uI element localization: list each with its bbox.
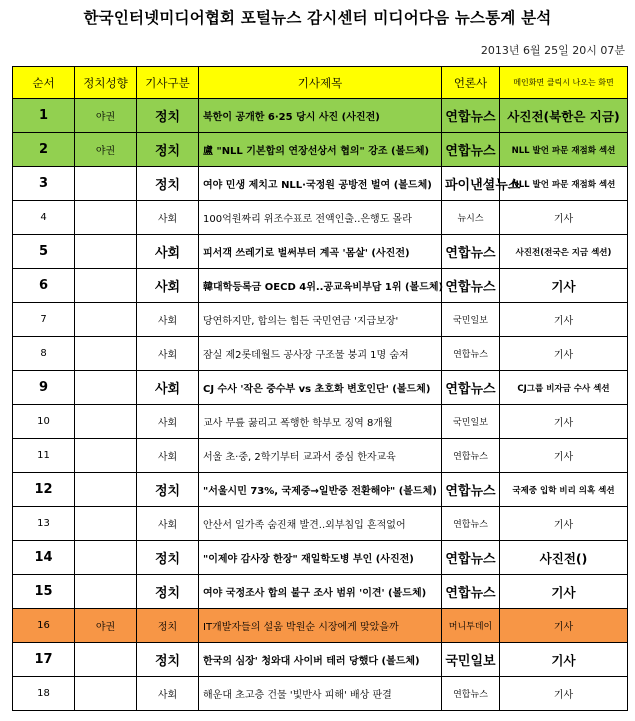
header-category: 기사구분 <box>137 67 199 99</box>
row-lean <box>75 371 137 405</box>
row-order: 3 <box>13 167 75 201</box>
row-title: 盧 "NLL 기본합의 연장선상서 협의" 강조 (볼드체) <box>199 133 442 167</box>
row-title: 당연하지만, 합의는 힘든 국민연금 '지급보장' <box>199 303 442 337</box>
row-location: 사진전(전국은 지금 섹션) <box>500 235 628 269</box>
row-category: 정치 <box>137 167 199 201</box>
row-lean <box>75 337 137 371</box>
row-title: 잠실 제2롯데월드 공사장 구조물 붕괴 1명 숨져 <box>199 337 442 371</box>
row-lean <box>75 201 137 235</box>
row-source: 파이낸셜뉴스 <box>442 167 500 201</box>
row-lean <box>75 473 137 507</box>
row-source: 뉴시스 <box>442 201 500 235</box>
row-source: 연합뉴스 <box>442 541 500 575</box>
row-category: 사회 <box>137 371 199 405</box>
table-row <box>13 405 628 439</box>
table-row <box>13 677 628 711</box>
table-header-row <box>13 67 628 99</box>
row-lean <box>75 643 137 677</box>
row-title: 100억원짜리 위조수표로 전액인출..은행도 몰라 <box>199 201 442 235</box>
row-title: 서울 초·중, 2학기부터 교과서 중심 한자교육 <box>199 439 442 473</box>
row-title: 안산서 일가족 숨진채 발견..외부침입 흔적없어 <box>199 507 442 541</box>
table-row <box>13 201 628 235</box>
row-title: 북한이 공개한 6·25 당시 사진 (사진전) <box>199 99 442 133</box>
table-row <box>13 371 628 405</box>
row-order: 9 <box>13 371 75 405</box>
header-lean: 정치성향 <box>75 67 137 99</box>
row-order: 7 <box>13 303 75 337</box>
row-lean <box>75 541 137 575</box>
row-category: 사회 <box>137 201 199 235</box>
row-category: 정치 <box>137 575 199 609</box>
table-row <box>13 541 628 575</box>
row-lean <box>75 303 137 337</box>
row-order: 1 <box>13 99 75 133</box>
row-lean <box>75 439 137 473</box>
row-location: 기사 <box>500 337 628 371</box>
table-row <box>13 473 628 507</box>
row-category: 정치 <box>137 133 199 167</box>
table-row <box>13 133 628 167</box>
table-row <box>13 575 628 609</box>
row-order: 16 <box>13 609 75 643</box>
news-stats-table <box>12 66 628 711</box>
table-row <box>13 167 628 201</box>
row-category: 정치 <box>137 541 199 575</box>
row-source: 연합뉴스 <box>442 677 500 711</box>
row-category: 정치 <box>137 473 199 507</box>
row-category: 사회 <box>137 303 199 337</box>
row-location: 기사 <box>500 303 628 337</box>
row-category: 사회 <box>137 269 199 303</box>
row-category: 사회 <box>137 439 199 473</box>
table-row <box>13 99 628 133</box>
row-location: 기사 <box>500 439 628 473</box>
row-lean <box>75 575 137 609</box>
row-order: 8 <box>13 337 75 371</box>
row-source: 연합뉴스 <box>442 235 500 269</box>
row-category: 사회 <box>137 405 199 439</box>
row-lean <box>75 167 137 201</box>
row-lean: 야권 <box>75 99 137 133</box>
row-order: 2 <box>13 133 75 167</box>
row-location: CJ그룹 비자금 수사 섹션 <box>500 371 628 405</box>
row-lean <box>75 269 137 303</box>
row-source: 국민일보 <box>442 643 500 677</box>
row-location: NLL 발언 파문 재점화 섹션 <box>500 133 628 167</box>
row-order: 12 <box>13 473 75 507</box>
row-lean <box>75 677 137 711</box>
row-title: IT개발자들의 설움 박원순 시장에게 맞았을까 <box>199 609 442 643</box>
header-title: 기사제목 <box>199 67 442 99</box>
row-title: "서울시민 73%, 국제중→일반중 전환해야" (볼드체) <box>199 473 442 507</box>
row-order: 15 <box>13 575 75 609</box>
row-location: 국제중 입학 비리 의혹 섹션 <box>500 473 628 507</box>
table-row <box>13 337 628 371</box>
row-order: 17 <box>13 643 75 677</box>
row-lean <box>75 405 137 439</box>
row-location: NLL 발언 파문 재점화 섹션 <box>500 167 628 201</box>
row-location: 사진전() <box>500 541 628 575</box>
row-title: 여야 민생 제치고 NLL·국정원 공방전 벌여 (볼드체) <box>199 167 442 201</box>
row-title: "이제야 감사장 한장" 재일학도병 부인 (사진전) <box>199 541 442 575</box>
row-location: 기사 <box>500 201 628 235</box>
row-order: 14 <box>13 541 75 575</box>
row-title: 피서객 쓰레기로 벌써부터 계곡 '몸살' (사진전) <box>199 235 442 269</box>
row-location: 사진전(북한은 지금) <box>500 99 628 133</box>
row-order: 18 <box>13 677 75 711</box>
row-title: 한국의 심장' 청와대 사이버 테러 당했다 (볼드체) <box>199 643 442 677</box>
row-category: 사회 <box>137 337 199 371</box>
row-source: 연합뉴스 <box>442 439 500 473</box>
row-title: 해운대 초고층 건물 '빛반사 피해' 배상 판결 <box>199 677 442 711</box>
row-source: 연합뉴스 <box>442 133 500 167</box>
table-row <box>13 439 628 473</box>
row-location: 기사 <box>500 405 628 439</box>
row-source: 연합뉴스 <box>442 337 500 371</box>
table-row <box>13 269 628 303</box>
row-source: 연합뉴스 <box>442 269 500 303</box>
page-title: 한국인터넷미디어협회 포털뉴스 감시센터 미디어다음 뉴스통계 분석 <box>83 9 552 27</box>
row-order: 5 <box>13 235 75 269</box>
row-source: 연합뉴스 <box>442 99 500 133</box>
row-order: 13 <box>13 507 75 541</box>
row-title: CJ 수사 '작은 중수부 vs 초호화 변호인단' (볼드체) <box>199 371 442 405</box>
row-location: 기사 <box>500 609 628 643</box>
table-row <box>13 235 628 269</box>
row-location: 기사 <box>500 643 628 677</box>
row-order: 11 <box>13 439 75 473</box>
row-order: 4 <box>13 201 75 235</box>
row-title: 교사 무릎 꿇리고 폭행한 학부모 징역 8개월 <box>199 405 442 439</box>
row-lean <box>75 507 137 541</box>
row-title: 韓대학등록금 OECD 4위..공교육비부담 1위 (볼드체) <box>199 269 442 303</box>
row-lean <box>75 235 137 269</box>
row-title: 여야 국정조사 합의 불구 조사 범위 '이견' (볼드체) <box>199 575 442 609</box>
row-order: 6 <box>13 269 75 303</box>
row-source: 연합뉴스 <box>442 575 500 609</box>
row-source: 연합뉴스 <box>442 507 500 541</box>
row-lean: 야권 <box>75 133 137 167</box>
row-source: 연합뉴스 <box>442 473 500 507</box>
row-source: 국민일보 <box>442 405 500 439</box>
table-row <box>13 303 628 337</box>
row-source: 연합뉴스 <box>442 371 500 405</box>
row-category: 사회 <box>137 235 199 269</box>
table-row <box>13 609 628 643</box>
header-order: 순서 <box>13 67 75 99</box>
row-category: 사회 <box>137 507 199 541</box>
row-location: 기사 <box>500 507 628 541</box>
row-location: 기사 <box>500 269 628 303</box>
table-row <box>13 643 628 677</box>
header-location: 메인화면 클릭시 나오는 화면 <box>500 67 628 99</box>
row-category: 정치 <box>137 99 199 133</box>
row-location: 기사 <box>500 677 628 711</box>
report-date: 2013년 6월 25일 20시 07분 <box>480 44 625 57</box>
row-category: 사회 <box>137 677 199 711</box>
table-row <box>13 507 628 541</box>
row-lean: 야권 <box>75 609 137 643</box>
row-order: 10 <box>13 405 75 439</box>
row-location: 기사 <box>500 575 628 609</box>
row-source: 국민일보 <box>442 303 500 337</box>
row-category: 정치 <box>137 643 199 677</box>
row-category: 정치 <box>137 609 199 643</box>
header-source: 언론사 <box>442 67 500 99</box>
row-source: 머니투데이 <box>442 609 500 643</box>
